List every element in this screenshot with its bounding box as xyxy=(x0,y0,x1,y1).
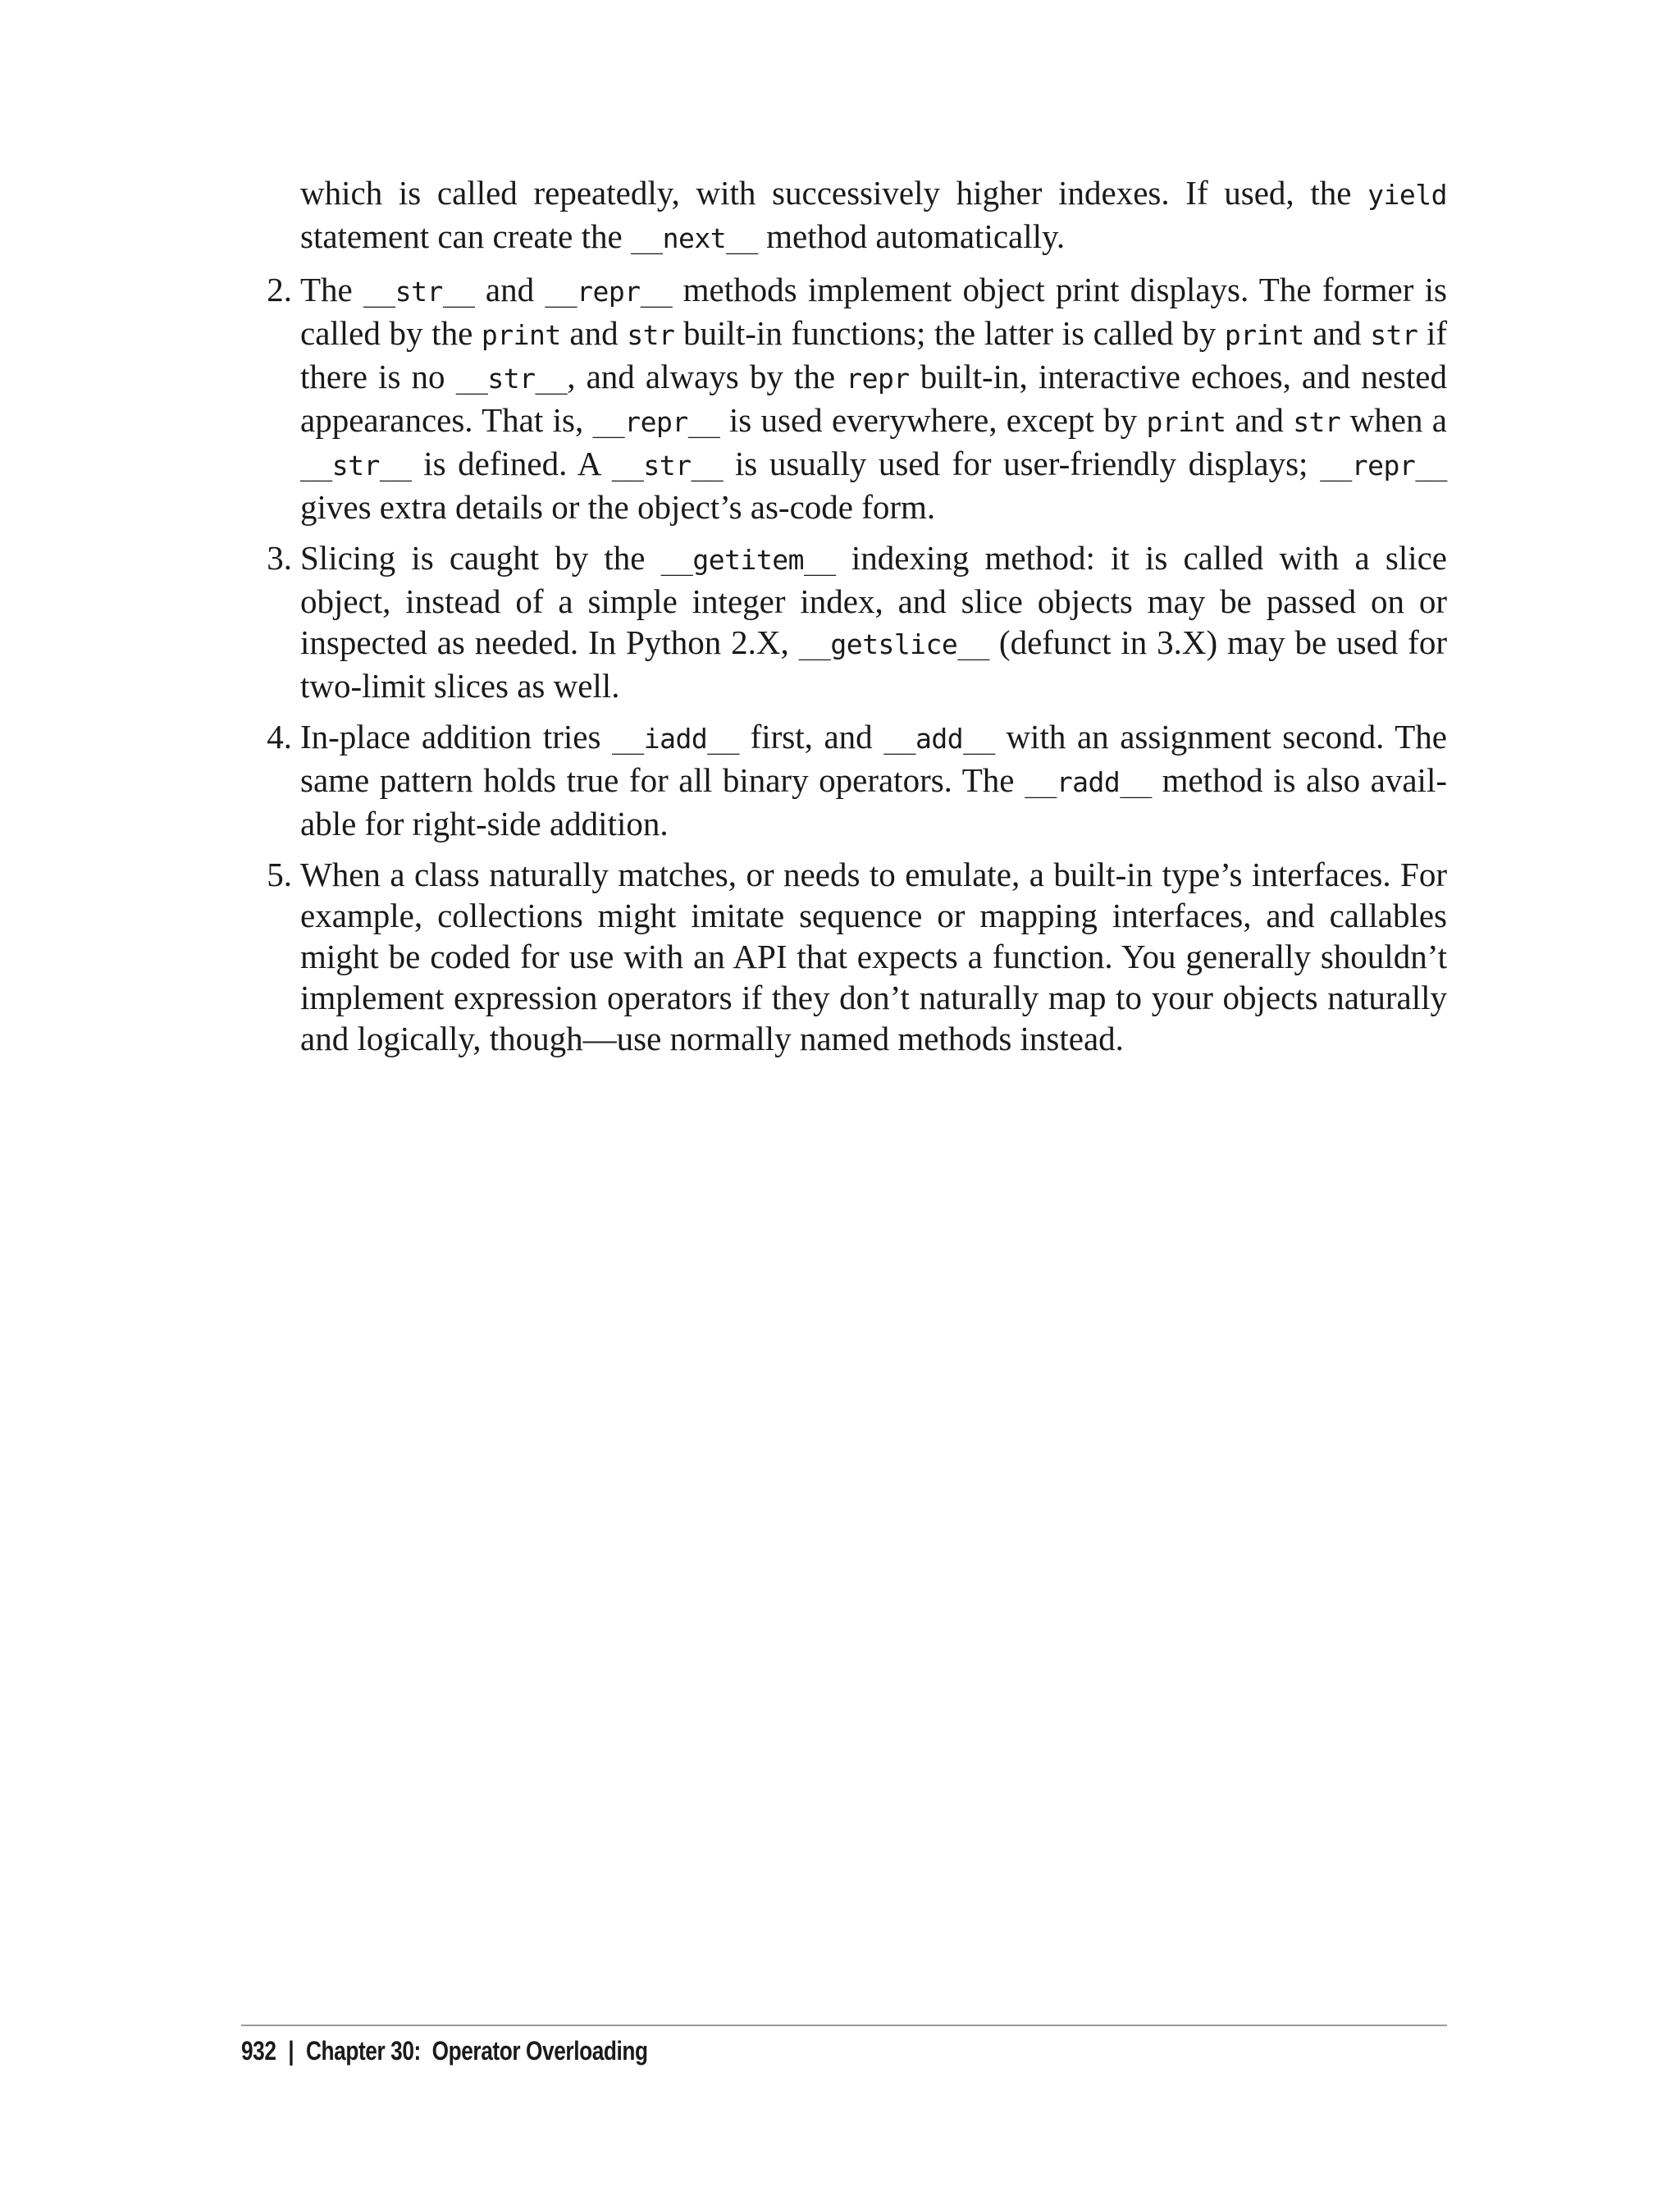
inline-code: __repr__ xyxy=(545,276,673,308)
text-run: When a class naturally matches, or needs to emulate, a built-in type’s interfaces. For example, collections might imitate sequence or mapping interfaces, and callables might be coded for use with an API that expects a function. You generally shouldn’t implement expression operators if they don’t naturally map to your objects naturally and logically, though—use normally named methods instead. xyxy=(300,856,1447,1057)
inline-code: __next__ xyxy=(630,222,758,254)
inline-code: str xyxy=(627,319,675,351)
item-text xyxy=(300,718,1447,842)
text-run: first, and xyxy=(739,718,884,756)
inline-code: print xyxy=(481,319,561,351)
text-run: and xyxy=(560,314,628,352)
item-number: 4. xyxy=(267,718,292,756)
continued-paragraph xyxy=(300,172,1447,259)
page-body xyxy=(267,172,1448,1069)
item-text xyxy=(300,271,1447,526)
inline-code: __radd__ xyxy=(1025,766,1153,798)
item-text xyxy=(300,856,1447,1057)
text-run: which is called repeatedly, with successively higher indexes. If used, the xyxy=(300,174,1368,212)
answer-list xyxy=(267,269,1448,1059)
text-run: and xyxy=(474,271,546,308)
text-run: when a xyxy=(1340,401,1447,439)
inline-code: print xyxy=(1224,319,1304,351)
list-item-3 xyxy=(267,537,1447,706)
inline-code: str xyxy=(1370,319,1418,351)
inline-code: __str__ xyxy=(300,450,412,482)
footer-text xyxy=(241,2033,1230,2069)
text-run: method automatically. xyxy=(757,217,1066,255)
footer-rule xyxy=(241,2025,1447,2026)
inline-code: __repr__ xyxy=(1320,450,1448,482)
text-run: indexing method: it is called with a slice object, instead of a simple integer index, and slice objects may be passed on or inspected as needed. In Python 2.X, xyxy=(300,539,1447,661)
text-run: method is also available for right-side addition. xyxy=(300,761,1447,842)
text-run: (defunct in 3.X) may be used for two-limit slices as well. xyxy=(300,623,1447,705)
item-number: 3. xyxy=(267,539,292,577)
list-item-5 xyxy=(267,854,1447,1059)
item-text xyxy=(300,539,1447,705)
text-run: is used everywhere, except by xyxy=(719,401,1147,439)
inline-code: __str__ xyxy=(455,363,568,395)
inline-code: __getslice__ xyxy=(798,628,990,660)
inline-code: repr xyxy=(846,363,910,395)
text-run: In-place addition tries xyxy=(300,718,613,756)
text-run: built-in, interactive echoes, and nested appearances. That is, xyxy=(300,358,1447,439)
text-run: gives extra details or the object’s as-code form. xyxy=(300,488,936,526)
text-run: is defined. A xyxy=(411,445,612,482)
item-number: 5. xyxy=(267,856,292,893)
text-run: built-in functions; the latter is called by xyxy=(674,314,1225,352)
inline-code: str xyxy=(1293,406,1341,438)
text-run: with an assignment second. The same pattern holds true for all binary operators. The xyxy=(300,718,1447,799)
text-run: The xyxy=(300,271,364,308)
inline-code: yield xyxy=(1367,179,1447,211)
text-run: statement can create the xyxy=(300,217,631,255)
text-run: Slicing is caught by the xyxy=(300,539,661,577)
inline-code: __repr__ xyxy=(592,406,720,438)
inline-code: __getitem__ xyxy=(660,544,836,576)
page-footer xyxy=(241,2025,1447,2069)
text-run: and xyxy=(1303,314,1371,352)
inline-code: __iadd__ xyxy=(612,723,739,755)
chapter-title: Chapter 30: Operator Overloading xyxy=(306,2036,648,2066)
text-run: if there is no xyxy=(300,314,1448,395)
inline-code: print xyxy=(1146,406,1226,438)
inline-code: __str__ xyxy=(363,276,475,308)
text-run: , and always by the xyxy=(567,358,847,395)
page-number: 932 xyxy=(241,2036,276,2066)
list-item-2 xyxy=(267,269,1448,527)
list-item-4 xyxy=(267,716,1447,844)
item-number: 2. xyxy=(267,271,292,308)
inline-code: __str__ xyxy=(611,450,724,482)
inline-code: __add__ xyxy=(883,723,995,755)
text-run: methods implement object print displays. The former is called by the xyxy=(300,271,1447,352)
footer-separator: | xyxy=(288,2036,294,2066)
text-run: is usually used for user-friendly displays; xyxy=(723,445,1321,482)
text-run: and xyxy=(1226,401,1294,439)
